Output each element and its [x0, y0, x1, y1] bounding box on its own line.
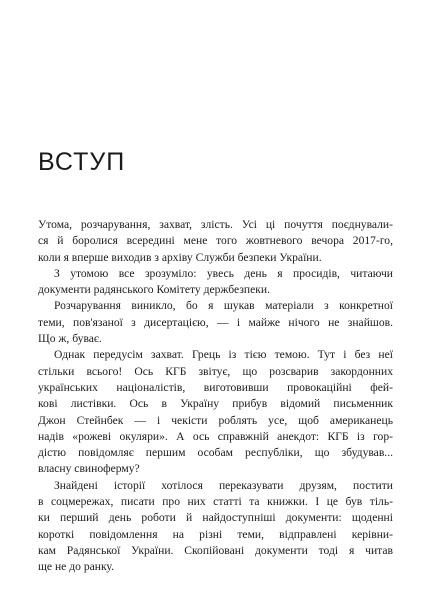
text-line: коли я вперше виходив з архіву Служби безпеки України.	[38, 250, 322, 264]
text-line: теми, пов'язаної з дисертацією, — і майже нічого не знайшов.	[38, 315, 393, 329]
text-line: надів «рожеві окуляри». А ось справжній анекдот: КГБ із гор-	[38, 429, 393, 443]
text-line: ще не до ранку.	[38, 560, 114, 574]
text-line: стільки всього! Ось КГБ звітує, що розсварив закордонних	[38, 364, 393, 378]
text-line: українських націоналістів, виготовивши провокаційні фей-	[38, 380, 393, 394]
text-line: короткі повідомлення на різні теми, відправлені керівни-	[38, 527, 393, 541]
paragraph	[38, 347, 393, 477]
chapter-title: ВСТУП	[38, 148, 126, 176]
paragraph	[38, 217, 393, 266]
text-line: дістю повідомляє першим особам республіки, що збудував...	[38, 446, 393, 460]
text-line: Утома, розчарування, захват, злість. Усі ці почуття поєднували-	[38, 218, 393, 231]
text-line: Знайдені історії хотілося переказувати друзям, постити	[54, 478, 393, 492]
paragraph	[38, 266, 393, 299]
text-line: кові листівки. Ось в Україну прибув відомий письменник	[38, 397, 393, 411]
text-line: ся й боролися всередині мене того жовтневого вечора 2017-го,	[38, 234, 393, 248]
paragraph	[38, 298, 393, 347]
text-line: ки перший день роботи й найдоступніші документи: щоденні	[38, 511, 393, 525]
text-line: в соцмережах, писати про них статті та книжки. І це був тіль-	[38, 495, 393, 509]
text-line: Розчарування виникло, бо я шукав матеріали з конкретної	[54, 299, 393, 313]
body-text	[38, 217, 393, 576]
text-line: Джон Стейнбек — і чекісти роблять усе, щоб американець	[38, 413, 393, 427]
text-line: З утомою все зрозуміло: увесь день я просидів, читаючи	[54, 266, 393, 280]
text-line: кам Радянської України. Скопійовані документи тоді я читав	[38, 543, 393, 557]
text-line: документи радянського Комітету держбезпеки.	[38, 283, 270, 297]
paragraph	[38, 478, 393, 576]
text-line: власну свиноферму?	[38, 462, 140, 476]
text-line: Однак передусім захват. Грець із тією темою. Тут і без неї	[54, 348, 393, 362]
text-line: Що ж, буває.	[38, 332, 102, 346]
